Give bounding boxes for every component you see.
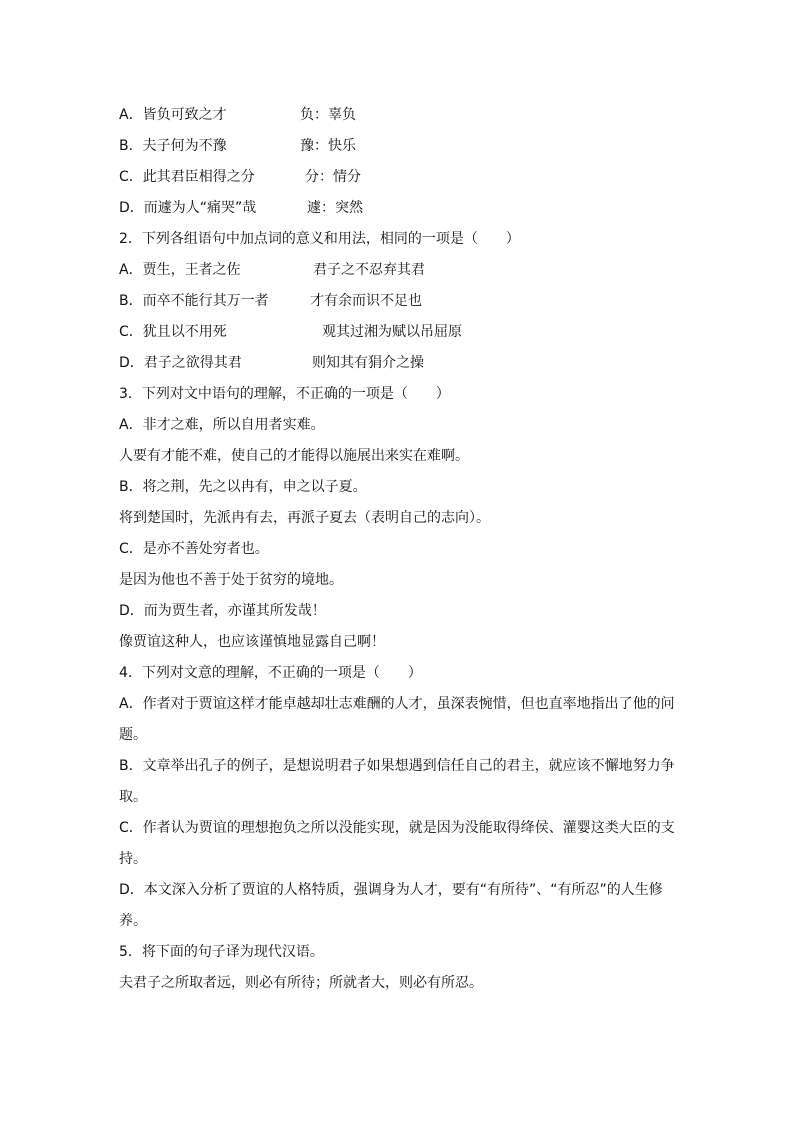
q1-option-b-gloss: 豫：快乐 [300, 138, 356, 154]
q2-option-c-right: 观其过湘为赋以吊屈原 [322, 324, 462, 340]
q1-option-b-sentence: B．夫子何为不豫 [119, 138, 227, 154]
q1-option-a [119, 100, 684, 131]
q3-option-c: C．是亦不善处穷者也。 [119, 541, 269, 557]
q4-option-a: A．作者对于贾谊这样才能卓越却壮志难酬的人才，虽深表惋惜，但也直率地指出了他的问题。 [119, 696, 675, 743]
q5-stem: 5．将下面的句子译为现代汉语。 [119, 944, 324, 960]
q1-option-a-sentence: A．皆负可致之才 [119, 107, 227, 123]
q3-translation-d: 像贾谊这种人，也应该谨慎地显露自己啊！ [119, 634, 385, 650]
exam-page [119, 100, 684, 999]
q5-sentence: 夫君子之所取者远，则必有所待；所就者大，则必有所忍。 [119, 975, 483, 991]
q2-option-b [119, 286, 684, 317]
q3-stem: 3．下列对文中语句的理解，不正确的一项是（ ） [119, 386, 450, 402]
q1-option-d [119, 193, 684, 224]
q2-option-d-left: D．君子之欲得其君 [119, 355, 242, 371]
q2-option-b-right: 才有余而识不足也 [310, 293, 422, 309]
q4-option-c: C．作者认为贾谊的理想抱负之所以没能实现，就是因为没能取得绛侯、灌婴这类大臣的支持。 [119, 820, 675, 867]
q2-option-b-left: B．而卒不能行其万一者 [119, 293, 269, 309]
q2-stem: 2．下列各组语句中加点词的意义和用法，相同的一项是（ ） [119, 231, 520, 247]
q2-option-d [119, 348, 684, 379]
q2-option-c-left: C．犹且以不用死 [119, 324, 227, 340]
q3-option-d: D．而为贾生者，亦谨其所发哉！ [119, 603, 326, 619]
q3-option-b: B．将之荆，先之以冉有，申之以子夏。 [119, 479, 367, 495]
q1-option-d-sentence: D．而遽为人“痛哭”哉 [119, 200, 257, 216]
q2-option-a-right: 君子之不忍弃其君 [313, 262, 425, 278]
q1-option-d-gloss: 遽：突然 [307, 200, 363, 216]
q1-option-c [119, 162, 684, 193]
q2-option-a [119, 255, 684, 286]
q4-stem: 4．下列对文意的理解，不正确的一项是（ ） [119, 665, 422, 681]
q4-option-d: D．本文深入分析了贾谊的人格特质，强调身为人才，要有“有所待”、“有所忍”的人生修养。 [119, 882, 663, 929]
q2-option-d-right: 则知其有狷介之操 [312, 355, 424, 371]
q1-option-c-sentence: C．此其君臣相得之分 [119, 169, 255, 185]
q3-translation-b: 将到楚国时，先派冉有去，再派子夏去（表明自己的志向）。 [119, 510, 490, 526]
q4-option-b: B．文章举出孔子的例子，是想说明君子如果想遇到信任自己的君主，就应该不懈地努力争取。 [119, 758, 675, 805]
q1-option-b [119, 131, 684, 162]
q3-translation-a: 人要有才能不难，使自己的才能得以施展出来实在难啊。 [119, 448, 469, 464]
q2-option-a-left: A．贾生，王者之佐 [119, 262, 241, 278]
q3-translation-c: 是因为他也不善于处于贫穷的境地。 [119, 572, 343, 588]
q1-option-a-gloss: 负：辜负 [300, 107, 356, 123]
q2-option-c [119, 317, 684, 348]
q3-option-a: A．非才之难，所以自用者实难。 [119, 417, 325, 433]
q1-option-c-gloss: 分：情分 [305, 169, 361, 185]
